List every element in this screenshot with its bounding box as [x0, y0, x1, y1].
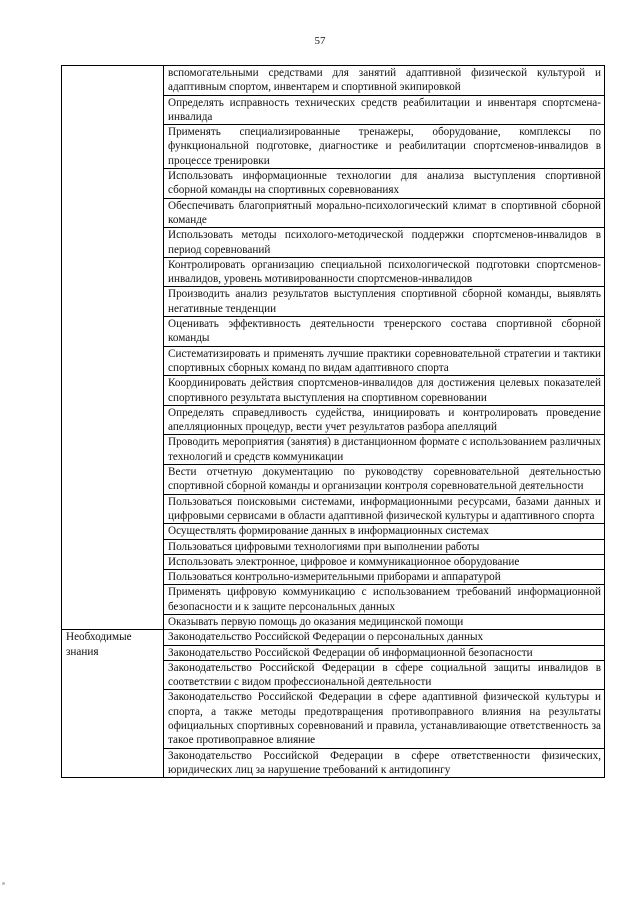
skill-item: Оказывать первую помощь до оказания медицинской помощи: [164, 614, 605, 629]
skill-item: Систематизировать и применять лучшие практики соревновательной стратегии и тактики спортивных сборных команд по видам адаптивного спорта: [164, 346, 605, 376]
skill-item: Пользоваться контрольно-измерительными приборами и аппаратурой: [164, 570, 605, 585]
scan-artifact: [2, 882, 5, 885]
skill-item: Пользоваться поисковыми системами, информационными ресурсами, базами данных и цифровыми сервисами в области адаптивной физической культуры и адаптивного спорта: [164, 494, 605, 524]
knowledge-item: Законодательство Российской Федерации в сфере ответственности физических, юридических лиц за нарушение требований к антидопингу: [164, 748, 605, 778]
table-body: [62, 66, 605, 778]
knowledge-label-cell: Необходимые знания: [62, 630, 164, 778]
skill-item: Проводить мероприятия (занятия) в дистанционном формате с использованием различных технологий и средств коммуникации: [164, 435, 605, 465]
skill-item: Контролировать организацию специальной психологической подготовки спортсменов-инвалидов, уровень мотивированности спортсменов-инвалидов: [164, 257, 605, 287]
skill-item: Оценивать эффективность деятельности тренерского состава спортивной сборной команды: [164, 317, 605, 347]
knowledge-item: Законодательство Российской Федерации в сфере адаптивной физической культуры и спорта, а также методы предотвращения противоправного влияния на результаты официальных спортивных соревнований и правила, устанавливающие ответственность за такое противоправное влияние: [164, 690, 605, 748]
skill-item: Использовать информационные технологии для анализа выступления спортивной сборной команды на спортивных соревнованиях: [164, 169, 605, 199]
skill-item: Применять цифровую коммуникацию с использованием требований информационной безопасности и к защите персональных данных: [164, 585, 605, 615]
skill-item: Обеспечивать благоприятный морально-психологический климат в спортивной сборной команде: [164, 198, 605, 228]
table-row: [62, 630, 605, 645]
knowledge-item: Законодательство Российской Федерации в сфере социальной защиты инвалидов в соответствии с видом профессиональной деятельности: [164, 660, 605, 690]
skill-item: Применять специализированные тренажеры, оборудование, комплексы по функциональной подготовке, диагностике и реабилитации спортсменов-инвалидов в процессе тренировки: [164, 125, 605, 169]
skill-item: Осуществлять формирование данных в информационных системах: [164, 524, 605, 539]
skill-item: Использовать электронное, цифровое и коммуникационное оборудование: [164, 554, 605, 569]
skill-item: Определять исправность технических средств реабилитации и инвентаря спортсмена-инвалида: [164, 95, 605, 125]
skill-item: Использовать методы психолого-методической поддержки спортсменов-инвалидов в период соревнований: [164, 228, 605, 258]
requirements-table: [61, 65, 605, 778]
skill-item: Пользоваться цифровыми технологиями при выполнении работы: [164, 539, 605, 554]
knowledge-item: Законодательство Российской Федерации об информационной безопасности: [164, 645, 605, 660]
skills-label-cell: [62, 66, 164, 630]
skill-item: Производить анализ результатов выступления спортивной сборной команды, выявлять негативные тенденции: [164, 287, 605, 317]
page-number: 57: [314, 35, 326, 47]
table-row: [62, 66, 605, 96]
knowledge-item: Законодательство Российской Федерации о персональных данных: [164, 630, 605, 645]
skill-item: Вести отчетную документацию по руководству соревновательной деятельностью спортивной сборной команды и организации контроля соревновательной деятельности: [164, 465, 605, 495]
skill-item: вспомогательными средствами для занятий адаптивной физической культурой и адаптивным спортом, инвентарем и спортивной экипировкой: [164, 66, 605, 96]
skill-item: Координировать действия спортсменов-инвалидов для достижения целевых показателей спортивного результата выступления на спортивном соревновании: [164, 376, 605, 406]
skill-item: Определять справедливость судейства, инициировать и контролировать проведение апелляционных процедур, вести учет результатов разбора апелляций: [164, 405, 605, 435]
